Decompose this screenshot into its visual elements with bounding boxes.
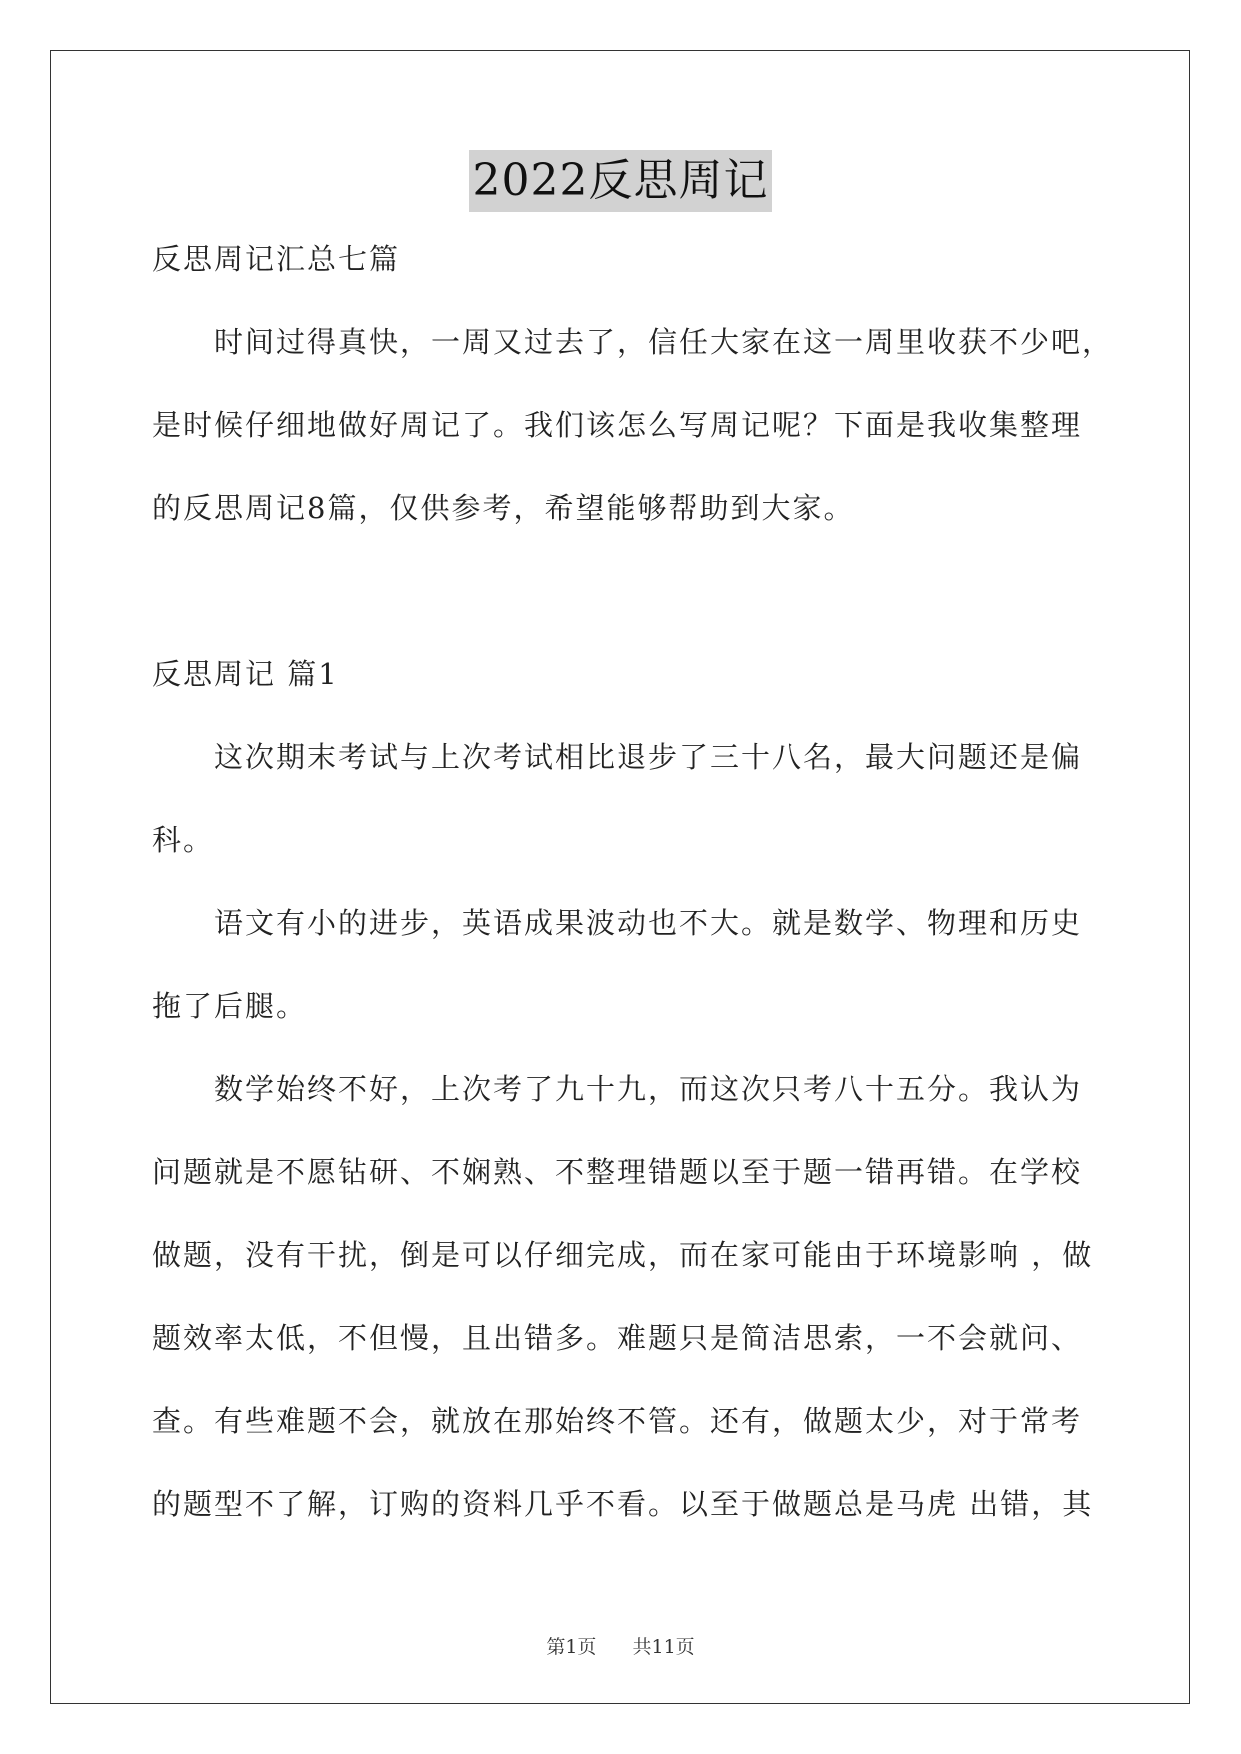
body-line: 做题，没有干扰，倒是可以仔细完成，而在家可能由于环境影响 ，做 [152,1238,1094,1272]
body-line: 的题型不了解，订购的资料几乎不看。以至于做题总是马虎 出错，其 [152,1487,1094,1521]
page-footer [0,1632,1241,1659]
body-line: 拖了后腿。 [152,989,308,1023]
title-wrap [0,150,1241,212]
paragraph-gap [152,571,1092,654]
section-heading: 反思周记 篇1 [152,657,339,691]
body-line: 问题就是不愿钻研、不娴熟、不整理错题以至于题一错再错。在学校 [152,1155,1083,1189]
document-title: 2022反思周记 [469,150,773,212]
body-line: 语文有小的进步，英语成果波动也不大。就是数学、物理和历史 [214,906,1083,940]
body-line: 反思周记汇总七篇 [152,242,401,276]
body-line: 查。有些难题不会，就放在那始终不管。还有，做题太少，对于常考 [152,1404,1083,1438]
body-line: 科。 [152,823,215,857]
page-total: 共11页 [632,1636,695,1658]
body-line: 这次期末考试与上次考试相比退步了三十八名，最大问题还是偏 [214,740,1083,774]
body-line: 的反思周记8篇，仅供参考，希望能够帮助到大家。 [152,491,855,525]
body-line: 是时候仔细地做好周记了。我们该怎么写周记呢？下面是我收集整理 [152,408,1083,442]
page-number: 第1页 [546,1636,597,1658]
document-body [152,239,1114,1567]
body-line: 题效率太低，不但慢，且出错多。难题只是简洁思索，一不会就问、 [152,1321,1083,1355]
body-line: 数学始终不好，上次考了九十九，而这次只考八十五分。我认为 [214,1072,1083,1106]
body-line: 时间过得真快，一周又过去了，信任大家在这一周里收获不少吧， [214,325,1114,359]
